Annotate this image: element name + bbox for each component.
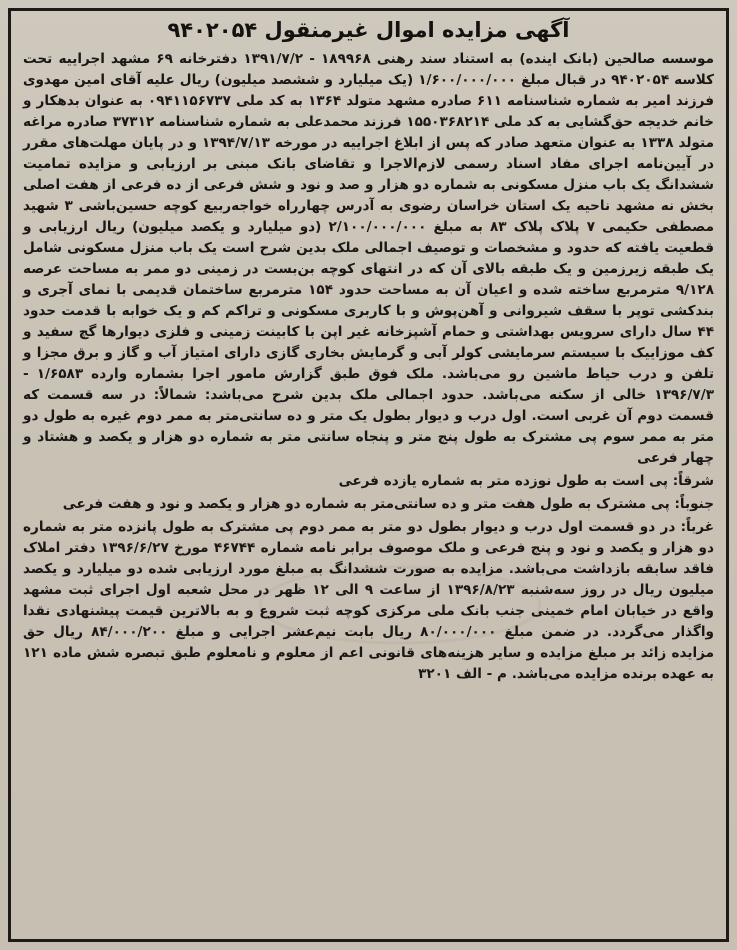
south-boundary: جنوباً: پی مشترک به طول هفت متر و ده سانتی‌متر به شماره دو هزار و یکصد و نود و هفت فرعی — [62, 496, 714, 512]
notice-box — [8, 8, 729, 942]
main-paragraph: موسسه صالحین (بانک اینده) به استناد سند رهنی ۱۸۹۹۶۸ - ۱۳۹۱/۷/۲ دفترخانه ۶۹ مشهد اجراییه تحت کلاسه ۹۴۰۲۰۵۴ در قبال مبلغ ۱/۶۰۰/۰۰۰/۰۰۰ (یک میلیارد و ششصد میلیون) ریال علیه آقای امین مهدوی فرزند امیر به شماره شناسنامه ۶۱۱ صادره مشهد متولد ۱۳۶۴ به کد ملی ۰۹۴۱۱۵۶۷۳۷ به عنوان بدهکار و خانم خدیجه حق‌گشایی به کد ملی ۱۵۵۰۳۶۸۲۱۴ فرزند محمدعلی به شماره شناسنامه ۳۷۳۱۲ صادره مراغه متولد ۱۳۳۸ به عنوان متعهد صادر که پس از ابلاغ اجراییه در مورخه ۱۳۹۴/۷/۱۳ و در پایان مهلت‌های مقرر در آیین‌نامه اجرای مفاد اسناد رسمی لازم‌الاجرا و تقاضای بانک مبنی بر ارزیابی و مزایده تمامیت ششدانگ یک باب منزل مسکونی به شماره دو هزار و صد و نود و شش فرعی از ده فرعی از هفت اصلی بخش نه مشهد ناحیه یک استان خراسان رضوی به آدرس چهارراه خواجه‌ربیع کوچه حسین‌باشی ۳ شهید مصطفی حکیمی ۷ پلاک پلاک ۸۳ به مبلغ ۲/۱۰۰/۰۰۰/۰۰۰ (دو میلیارد و یکصد میلیون) ریال ارزیابی و قطعیت یافته که حدود و مشخصات و توصیف اجمالی ملک بدین شرح است یک باب منزل مسکونی شامل یک طبقه زیرزمین و یک طبقه بالای آن که در انتهای کوچه بن‌بست در زمینی دو ممر به مساحت عرصه ۹/۱۲۸ مترمربع ساخته شده و اعیان آن به مساحت حدود ۱۵۴ مترمربع ساختمان قدیمی با نمای آجری و بندکشی توپر با سقف شیروانی و آهن‌پوش و با کاربری مسکونی و تراکم کم و یک خوابه با قدمت حدود ۴۴ سال دارای سرویس بهداشتی و حمام آشپزخانه غیر اپن با کابینت زمینی و فلزی دیوارها گچ سفید و کف موزاییک با سیستم سرمایشی کولر آبی و گرمایش بخاری گازی دارای امتیاز آب و گاز و برق مجزا و تلفن و درب حیاط ماشین رو می‌باشد. ملک فوق طبق گزارش مامور اجرا بشماره وارده ۱/۶۵۸۳ - ۱۳۹۶/۷/۳ خالی از سکنه می‌باشد. حدود اجمالی ملک بدین شرح می‌باشد: شمالاً: در سه قسمت که قسمت دوم آن غربی است. اول درب و دیوار بطول یک متر و ده سانتی‌متر به ممر دوم غیره به طول دو متر به ممر سوم پی مشترک به طول پنج متر و پنجاه سانتی متر به شماره دو هزار و یکصد و هشتاد و چهار فرعی — [23, 51, 715, 466]
notice-body — [23, 49, 714, 685]
east-boundary: شرقاً: پی است به طول نوزده متر به شماره یازده فرعی — [338, 473, 714, 489]
notice-title: آگهی مزایده اموال غیرمنقول ۹۴۰۲۰۵۴ — [167, 18, 570, 42]
west-boundary-and-terms: غرباً: در دو قسمت اول درب و دیوار بطول دو متر به ممر دوم پی مشترک به طول پانزده متر به شماره دو هزار و یکصد و نود و پنج فرعی و ملک موصوف برابر نامه شماره ۴۶۷۴۴ مورخ ۱۳۹۶/۶/۲۷ دفتر املاک فاقد سابقه بازداشت می‌باشد. مزایده به صورت ششدانگ به مبلغ مورد ارزیابی شده دو میلیارد و یکصد میلیون ریال در روز سه‌شنبه ۱۳۹۶/۸/۲۳ از ساعت ۹ الی ۱۲ ظهر در محل شعبه اول اجرای ثبت مشهد واقع در خیابان امام خمینی جنب بانک ملی مرکزی کوچه ثبت شروع و به بالاترین قیمت پیشنهادی نقدا واگذار می‌گردد. در ضمن مبلغ ۸۰/۰۰۰/۰۰۰ ریال بابت نیم‌عشر اجرایی و مبلغ ۸۴/۰۰۰/۲۰۰ ریال حق مزایده زائد بر مبلغ مزایده و سایر هزینه‌های قانونی اعم از معلوم و نامعلوم طبق تبصره شش ماده ۱۲۱ به عهده برنده مزایده می‌باشد. م - الف ۳۲۰۱ — [23, 519, 715, 682]
